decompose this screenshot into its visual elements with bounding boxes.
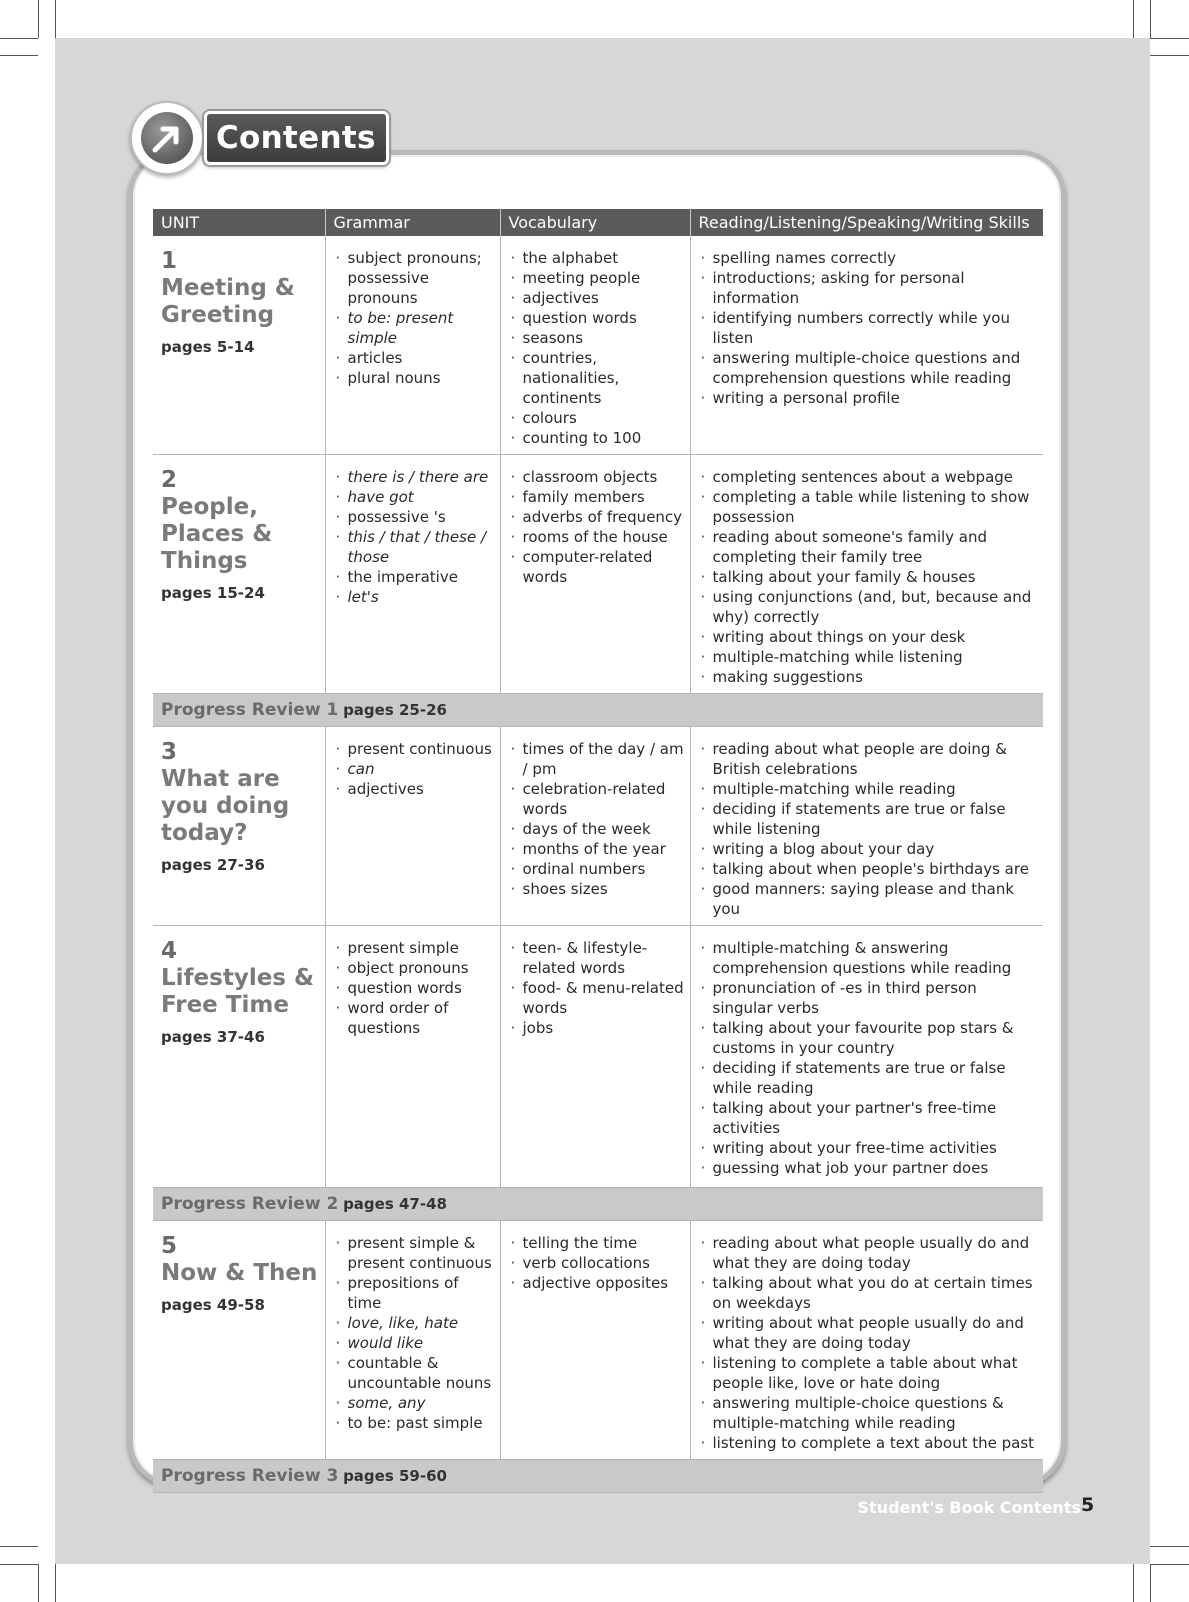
vocabulary-cell xyxy=(500,455,690,694)
list-item: · completing sentences about a webpage xyxy=(699,467,1040,487)
skills-cell xyxy=(690,727,1043,926)
unit-cell xyxy=(153,1221,325,1460)
unit-number: 3 xyxy=(161,739,178,765)
list-item: · multiple-matching & answering comprehension questions while reading xyxy=(699,938,1040,978)
list-item xyxy=(334,527,496,567)
list-item: · reading about someone's family and completing their family tree xyxy=(699,527,1040,567)
italic-term: there is / there are xyxy=(347,468,489,486)
list-item: · teen- & lifestyle-related words xyxy=(509,938,686,978)
list-item: · adjectives xyxy=(509,288,686,308)
list-item: · talking about your family & houses xyxy=(699,567,1040,587)
unit-pages: pages 37-46 xyxy=(161,1028,265,1046)
list-item: · adjective opposites xyxy=(509,1273,686,1293)
list-item: · reading about what people usually do and what they are doing today xyxy=(699,1233,1040,1273)
badge-circle xyxy=(130,101,204,175)
skills-cell xyxy=(690,236,1043,455)
list-item: · articles xyxy=(334,348,496,368)
list-item: · shoes sizes xyxy=(509,879,686,899)
unit-cell xyxy=(153,455,325,694)
crop-mark xyxy=(55,1564,56,1602)
list-item: · adverbs of frequency xyxy=(509,507,686,527)
unit-cell xyxy=(153,236,325,455)
crop-mark xyxy=(0,55,38,56)
list-item: · family members xyxy=(509,487,686,507)
page-title: Contents xyxy=(204,111,389,165)
list-item xyxy=(334,1393,496,1413)
crop-mark xyxy=(1150,1546,1189,1547)
list-item: · guessing what job your partner does xyxy=(699,1158,1040,1178)
list-item: · countries, nationalities, continents xyxy=(509,348,686,408)
crop-mark xyxy=(1150,1564,1189,1565)
unit-title: Now & Then xyxy=(161,1260,318,1286)
list-item: · ordinal numbers xyxy=(509,859,686,879)
list-item: · spelling names correctly xyxy=(699,248,1040,268)
crop-mark xyxy=(0,1564,38,1565)
grammar-cell xyxy=(325,236,500,455)
review-title: Progress Review 3 xyxy=(161,1466,339,1486)
skills-cell xyxy=(690,1221,1043,1460)
list-item: · countable & uncountable nouns xyxy=(334,1353,496,1393)
list-item: · times of the day / am / pm xyxy=(509,739,686,779)
list-item: · completing a table while listening to show possession xyxy=(699,487,1040,527)
list-item: · present simple & present continuous xyxy=(334,1233,496,1273)
vocabulary-cell xyxy=(500,1221,690,1460)
list-item xyxy=(334,1313,496,1333)
progress-review-row xyxy=(153,1188,1043,1221)
list-item: · writing about things on your desk xyxy=(699,627,1040,647)
list-item: · meeting people xyxy=(509,268,686,288)
list-item: · answering multiple-choice questions & multiple-matching while reading xyxy=(699,1393,1040,1433)
review-pages: pages 59-60 xyxy=(343,1467,447,1485)
list-item: · multiple-matching while listening xyxy=(699,647,1040,667)
list-item: · computer-related words xyxy=(509,547,686,587)
list-item xyxy=(334,587,496,607)
unit-title: People, Places & Things xyxy=(161,494,273,574)
list-item xyxy=(334,308,496,348)
list-item: · using conjunctions (and, but, because and why) correctly xyxy=(699,587,1040,627)
list-item: · counting to 100 xyxy=(509,428,686,448)
list-item: · jobs xyxy=(509,1018,686,1038)
list-item: · making suggestions xyxy=(699,667,1040,687)
list-item: · multiple-matching while reading xyxy=(699,779,1040,799)
crop-mark xyxy=(1133,0,1134,38)
grammar-cell xyxy=(325,455,500,694)
unit-title: What are you doing today? xyxy=(161,766,290,846)
list-item: · months of the year xyxy=(509,839,686,859)
list-item: · writing about what people usually do and what they are doing today xyxy=(699,1313,1040,1353)
unit-number: 5 xyxy=(161,1233,178,1259)
list-item: · possessive 's xyxy=(334,507,496,527)
list-item: · reading about what people are doing & British celebrations xyxy=(699,739,1040,779)
vocabulary-cell xyxy=(500,727,690,926)
crop-mark xyxy=(38,0,39,38)
list-item: · verb collocations xyxy=(509,1253,686,1273)
list-item: · talking about your favourite pop stars & customs in your country xyxy=(699,1018,1040,1058)
list-item: · days of the week xyxy=(509,819,686,839)
list-item: · writing a blog about your day xyxy=(699,839,1040,859)
italic-term: this / that / these / those xyxy=(347,528,486,566)
review-title: Progress Review 1 xyxy=(161,700,339,720)
unit-number: 2 xyxy=(161,467,178,493)
list-item: · listening to complete a table about what people like, love or hate doing xyxy=(699,1353,1040,1393)
unit-number: 1 xyxy=(161,248,178,274)
header-unit: UNIT xyxy=(153,209,325,236)
italic-term: to be: present simple xyxy=(347,309,454,347)
skills-cell xyxy=(690,455,1043,694)
header-grammar: Grammar xyxy=(325,209,500,236)
list-item: · pronunciation of -es in third person singular verbs xyxy=(699,978,1040,1018)
crop-mark xyxy=(1150,55,1189,56)
list-item: · telling the time xyxy=(509,1233,686,1253)
list-item: · object pronouns xyxy=(334,958,496,978)
grammar-cell xyxy=(325,1221,500,1460)
table-row xyxy=(153,236,1043,455)
footer-label: Student's Book Contents xyxy=(857,1498,1081,1517)
list-item: · question words xyxy=(509,308,686,328)
crop-mark xyxy=(55,0,56,38)
list-item: · classroom objects xyxy=(509,467,686,487)
progress-review xyxy=(153,694,1043,727)
list-item: · subject pronouns; possessive pronouns xyxy=(334,248,496,308)
list-item: · the alphabet xyxy=(509,248,686,268)
list-item: · talking about when people's birthdays are xyxy=(699,859,1040,879)
header-skills: Reading/Listening/Speaking/Writing Skills xyxy=(690,209,1043,236)
list-item: · word order of questions xyxy=(334,998,496,1038)
unit-pages: pages 27-36 xyxy=(161,856,265,874)
header-vocabulary: Vocabulary xyxy=(500,209,690,236)
crop-mark xyxy=(0,38,38,39)
unit-number: 4 xyxy=(161,938,178,964)
list-item: · adjectives xyxy=(334,779,496,799)
list-item: · question words xyxy=(334,978,496,998)
contents-table xyxy=(153,209,1043,1493)
table-row xyxy=(153,1221,1043,1460)
contents-badge xyxy=(130,101,380,171)
progress-review xyxy=(153,1188,1043,1221)
italic-term: can xyxy=(347,760,375,778)
list-item: · writing a personal profile xyxy=(699,388,1040,408)
progress-review-row xyxy=(153,694,1043,727)
crop-mark xyxy=(1150,0,1151,38)
arrow-icon xyxy=(141,112,193,164)
list-item: · seasons xyxy=(509,328,686,348)
list-item: · present simple xyxy=(334,938,496,958)
list-item xyxy=(334,467,496,487)
crop-mark xyxy=(1150,38,1189,39)
list-item xyxy=(334,487,496,507)
vocabulary-cell xyxy=(500,926,690,1188)
italic-term: some, any xyxy=(347,1394,426,1412)
list-item: · prepositions of time xyxy=(334,1273,496,1313)
crop-mark xyxy=(1150,1564,1151,1602)
italic-term: would like xyxy=(347,1334,424,1352)
list-item: · writing about your free-time activities xyxy=(699,1138,1040,1158)
list-item: · listening to complete a text about the past xyxy=(699,1433,1040,1453)
list-item: · plural nouns xyxy=(334,368,496,388)
list-item: · the imperative xyxy=(334,567,496,587)
review-title: Progress Review 2 xyxy=(161,1194,339,1214)
page-number: 5 xyxy=(1081,1494,1095,1516)
list-item xyxy=(334,759,496,779)
italic-term: have got xyxy=(347,488,414,506)
list-item: · deciding if statements are true or false while reading xyxy=(699,1058,1040,1098)
list-item: · introductions; asking for personal information xyxy=(699,268,1040,308)
grammar-cell xyxy=(325,926,500,1188)
list-item xyxy=(334,1333,496,1353)
progress-review-row xyxy=(153,1460,1043,1493)
progress-review xyxy=(153,1460,1043,1493)
crop-mark xyxy=(1133,1564,1134,1602)
list-item: · present continuous xyxy=(334,739,496,759)
list-item: · celebration-related words xyxy=(509,779,686,819)
crop-mark xyxy=(0,1546,38,1547)
list-item: · deciding if statements are true or false while listening xyxy=(699,799,1040,839)
skills-cell xyxy=(690,926,1043,1188)
unit-title: Lifestyles & Free Time xyxy=(161,965,315,1018)
vocabulary-cell xyxy=(500,236,690,455)
list-item: · talking about your partner's free-time activities xyxy=(699,1098,1040,1138)
list-item: · to be: past simple xyxy=(334,1413,496,1433)
unit-pages: pages 5-14 xyxy=(161,338,255,356)
unit-cell xyxy=(153,926,325,1188)
italic-term: let's xyxy=(347,588,379,606)
crop-mark xyxy=(38,1564,39,1602)
list-item: · food- & menu-related words xyxy=(509,978,686,1018)
list-item: · good manners: saying please and thank you xyxy=(699,879,1040,919)
list-item: · rooms of the house xyxy=(509,527,686,547)
list-item: · answering multiple-choice questions and comprehension questions while reading xyxy=(699,348,1040,388)
list-item: · colours xyxy=(509,408,686,428)
list-item: · identifying numbers correctly while you listen xyxy=(699,308,1040,348)
grammar-cell xyxy=(325,727,500,926)
list-item: · talking about what you do at certain times on weekdays xyxy=(699,1273,1040,1313)
italic-term: love, like, hate xyxy=(347,1314,459,1332)
unit-title: Meeting & Greeting xyxy=(161,275,295,328)
table-row xyxy=(153,926,1043,1188)
table-header-row xyxy=(153,209,1043,236)
review-pages: pages 47-48 xyxy=(343,1195,447,1213)
table-row xyxy=(153,455,1043,694)
unit-pages: pages 15-24 xyxy=(161,584,265,602)
unit-pages: pages 49-58 xyxy=(161,1296,265,1314)
unit-cell xyxy=(153,727,325,926)
review-pages: pages 25-26 xyxy=(343,701,447,719)
table-row xyxy=(153,727,1043,926)
